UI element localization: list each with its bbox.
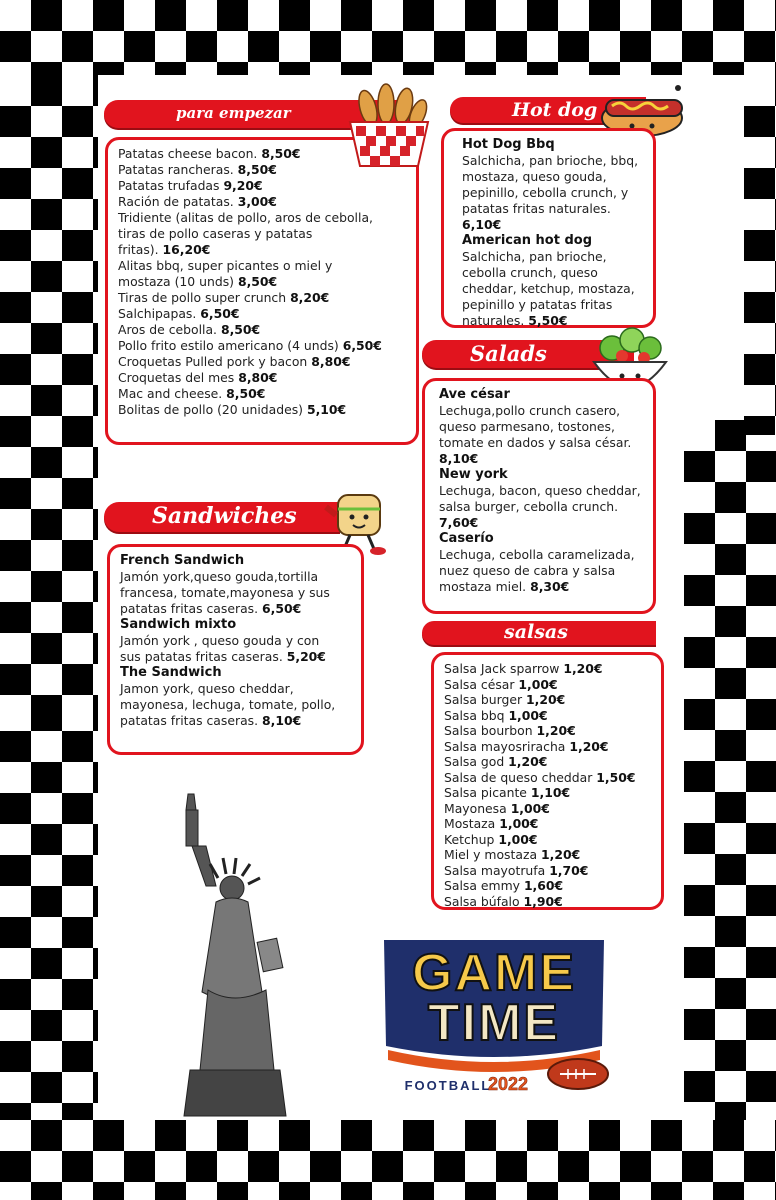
item-price: 6,10€ xyxy=(462,217,502,232)
menu-item xyxy=(444,754,653,770)
item-name: Ración de patatas. xyxy=(118,194,234,209)
item-description-text: Jamón york , queso gouda y con sus patatas fritas caseras. xyxy=(120,633,320,664)
section-header-sandwiches xyxy=(104,502,340,532)
item-description xyxy=(439,547,645,595)
item-price: 1,00€ xyxy=(508,707,548,723)
item-list-salads xyxy=(439,387,645,595)
item-price: 8,50€ xyxy=(237,274,278,289)
item-price: 8,80€ xyxy=(238,370,278,385)
item-list-hotdog xyxy=(462,137,645,329)
item-description-text: Salchicha, pan brioche, bbq, mostaza, queso gouda, pepinillo, cebolla crunch, y patatas fritas naturales. xyxy=(462,153,639,216)
menu-item xyxy=(118,258,408,274)
item-name: Salsa mayotrufa xyxy=(444,862,546,878)
item-description-text: Lechuga,pollo crunch casero, queso parmesano, tostones, tomate en dados y salsa césar. xyxy=(439,403,632,450)
item-list-empezar xyxy=(118,146,408,418)
checker-border-right-top xyxy=(744,75,776,435)
menu-item xyxy=(118,290,408,306)
menu-item xyxy=(444,832,653,848)
item-description xyxy=(120,633,353,665)
item-price: 1,20€ xyxy=(563,661,603,676)
item-description xyxy=(120,681,353,729)
menu-item xyxy=(118,354,408,370)
item-price: 8,50€ xyxy=(220,322,261,337)
menu-item xyxy=(444,847,653,863)
item-name: Salsa bourbon xyxy=(444,723,533,738)
menu-item xyxy=(462,137,645,233)
item-price: 1,60€ xyxy=(523,878,564,893)
menu-box-hotdog xyxy=(441,128,656,328)
item-title: French Sandwich xyxy=(120,553,245,568)
item-name: Bolitas de pollo (20 unidades) xyxy=(118,402,304,417)
item-description-text: Lechuga, bacon, queso cheddar, salsa burger, cebolla crunch. xyxy=(439,483,641,514)
menu-item xyxy=(118,242,408,258)
section-header-salsas xyxy=(422,621,656,645)
item-name: Ketchup xyxy=(444,831,495,847)
item-name: Miel y mostaza xyxy=(444,847,538,862)
item-price: 8,10€ xyxy=(262,713,302,728)
item-price: 1,00€ xyxy=(518,676,558,692)
item-price: 1,00€ xyxy=(498,831,538,847)
section-title-empezar: para empezar xyxy=(176,104,291,122)
item-price: 6,50€ xyxy=(262,601,302,616)
item-price: 6,50€ xyxy=(342,338,382,353)
menu-item xyxy=(462,233,645,329)
item-title: Hot Dog Bbq xyxy=(462,137,555,152)
menu-item xyxy=(444,739,653,755)
item-price: 1,00€ xyxy=(499,816,539,831)
menu-item xyxy=(444,863,653,879)
menu-item xyxy=(120,617,353,665)
item-name: Salsa Jack sparrow xyxy=(444,661,560,676)
menu-item xyxy=(444,708,653,724)
item-price: 8,30€ xyxy=(530,579,570,594)
item-description-text: Jamon york, queso cheddar, mayonesa, lechuga, tomate, pollo, patatas fritas caseras. xyxy=(120,681,336,728)
menu-item xyxy=(444,723,653,739)
item-price: 1,00€ xyxy=(510,800,550,816)
menu-item xyxy=(444,677,653,693)
game-time-logo xyxy=(372,928,616,1098)
item-name: Salsa god xyxy=(444,754,505,769)
item-description xyxy=(462,249,645,329)
item-name: Croquetas del mes xyxy=(118,370,235,385)
item-name: Salsa emmy xyxy=(444,878,520,893)
logo-line1: GAME xyxy=(412,944,576,1002)
item-name: Patatas trufadas xyxy=(118,178,220,193)
item-price: 8,50€ xyxy=(261,146,301,161)
section-title-salads: Salads xyxy=(470,341,547,366)
menu-item xyxy=(439,467,645,531)
item-price: 8,80€ xyxy=(311,354,351,369)
checker-border-bottom xyxy=(0,1120,776,1200)
menu-item xyxy=(444,692,653,708)
menu-item xyxy=(118,306,408,322)
item-description xyxy=(439,483,645,515)
item-name: tiras de pollo caseras y patatas xyxy=(118,226,313,241)
logo-sub: FOOTBALL xyxy=(404,1078,492,1093)
menu-box-salads xyxy=(422,378,656,614)
item-name: Salchipapas. xyxy=(118,306,197,321)
item-price: 1,70€ xyxy=(549,862,589,878)
menu-box-empezar xyxy=(105,137,419,445)
menu-item xyxy=(118,322,408,338)
item-name: Salsa de queso cheddar xyxy=(444,769,593,785)
item-price: 6,50€ xyxy=(200,306,240,321)
menu-box-salsas xyxy=(431,652,664,910)
item-price: 3,00€ xyxy=(237,194,277,209)
section-title-sandwiches: Sandwiches xyxy=(152,503,297,529)
menu-item xyxy=(439,387,645,467)
item-name: Salsa burger xyxy=(444,692,523,707)
item-name: Salsa bbq xyxy=(444,707,505,723)
item-price: 8,20€ xyxy=(290,290,330,305)
item-description xyxy=(439,403,645,451)
item-price: 7,60€ xyxy=(439,515,479,530)
item-title: The Sandwich xyxy=(120,665,222,680)
item-description-text: Jamón york,queso gouda,tortilla francesa, tomate,mayonesa y sus patatas fritas caseras. xyxy=(120,569,330,616)
menu-item xyxy=(444,785,653,801)
item-name: Tridiente (alitas de pollo, aros de cebolla, xyxy=(118,210,373,225)
item-price: 1,20€ xyxy=(508,754,548,769)
section-title-hotdog: Hot dog xyxy=(512,99,598,121)
item-name: Salsa picante xyxy=(444,785,527,800)
item-name: Aros de cebolla. xyxy=(118,322,217,337)
menu-item xyxy=(439,531,645,595)
menu-item xyxy=(444,661,653,677)
item-title: Caserío xyxy=(439,531,494,546)
item-name: Mac and cheese. xyxy=(118,386,223,401)
menu-item xyxy=(118,370,408,386)
item-price: 1,10€ xyxy=(530,785,571,800)
item-title: Sandwich mixto xyxy=(120,617,237,632)
item-price: 1,20€ xyxy=(536,723,576,738)
menu-item xyxy=(118,386,408,402)
item-description xyxy=(120,569,353,617)
item-title: New york xyxy=(439,467,508,482)
item-price: 8,50€ xyxy=(237,162,277,177)
item-name: Salsa césar xyxy=(444,676,515,692)
menu-item xyxy=(118,210,408,226)
item-price: 5,50€ xyxy=(528,313,568,328)
item-description-text: Salchicha, pan brioche, cebolla crunch, queso cheddar, ketchup, mostaza, pepinillo y patatas fritas naturales. xyxy=(462,249,635,328)
menu-item xyxy=(444,816,653,832)
item-name: Patatas rancheras. xyxy=(118,162,234,177)
item-price: 8,50€ xyxy=(226,386,266,401)
item-title: Ave césar xyxy=(439,387,510,402)
item-name: mostaza (10 unds) xyxy=(118,274,234,289)
item-list-salsas xyxy=(444,661,653,909)
menu-item xyxy=(118,402,408,418)
checker-border-right xyxy=(684,420,776,1140)
menu-item xyxy=(118,194,408,210)
item-name: Salsa mayosriracha xyxy=(444,738,566,754)
item-list-sandwiches xyxy=(120,553,353,729)
item-price: 8,10€ xyxy=(439,451,479,466)
item-price: 9,20€ xyxy=(223,178,263,193)
item-name: Patatas cheese bacon. xyxy=(118,146,258,161)
logo-year: 2022 xyxy=(487,1074,529,1094)
item-price: 1,50€ xyxy=(596,769,636,785)
item-price: 5,20€ xyxy=(286,649,326,664)
item-price: 16,20€ xyxy=(162,242,211,257)
menu-item xyxy=(118,274,408,290)
item-description-text: Lechuga, cebolla caramelizada, nuez queso de cabra y salsa mostaza miel. xyxy=(439,547,635,594)
menu-item xyxy=(118,178,408,194)
item-price: 1,20€ xyxy=(526,692,566,707)
fries-basket-icon xyxy=(346,80,432,168)
item-name: Tiras de pollo super crunch xyxy=(118,290,287,305)
logo-line2: TIME xyxy=(427,994,561,1052)
item-price: 1,20€ xyxy=(569,738,609,754)
menu-item xyxy=(444,894,653,910)
item-name: Croquetas Pulled pork y bacon xyxy=(118,354,308,369)
menu-item xyxy=(120,665,353,729)
item-name: Mostaza xyxy=(444,816,496,831)
item-name: Pollo frito estilo americano (4 unds) xyxy=(118,338,339,353)
checker-border-top xyxy=(0,0,776,75)
item-name: Alitas bbq, super picantes o miel y xyxy=(118,258,333,273)
menu-item xyxy=(444,801,653,817)
menu-item xyxy=(444,878,653,894)
item-price: 5,10€ xyxy=(306,402,347,417)
item-description xyxy=(462,153,645,217)
item-name: fritas). xyxy=(118,242,159,257)
item-name: Mayonesa xyxy=(444,800,507,816)
item-title: American hot dog xyxy=(462,233,593,248)
menu-item xyxy=(118,226,408,242)
statue-of-liberty-icon xyxy=(170,790,300,1120)
menu-item xyxy=(120,553,353,617)
item-price: 1,90€ xyxy=(523,893,563,909)
section-title-salsas: salsas xyxy=(504,621,568,643)
menu-item xyxy=(118,338,408,354)
item-price: 1,20€ xyxy=(541,847,581,862)
menu-box-sandwiches xyxy=(107,544,364,755)
item-name: Salsa búfalo xyxy=(444,893,520,909)
menu-item xyxy=(444,770,653,786)
football-icon xyxy=(548,1059,608,1089)
